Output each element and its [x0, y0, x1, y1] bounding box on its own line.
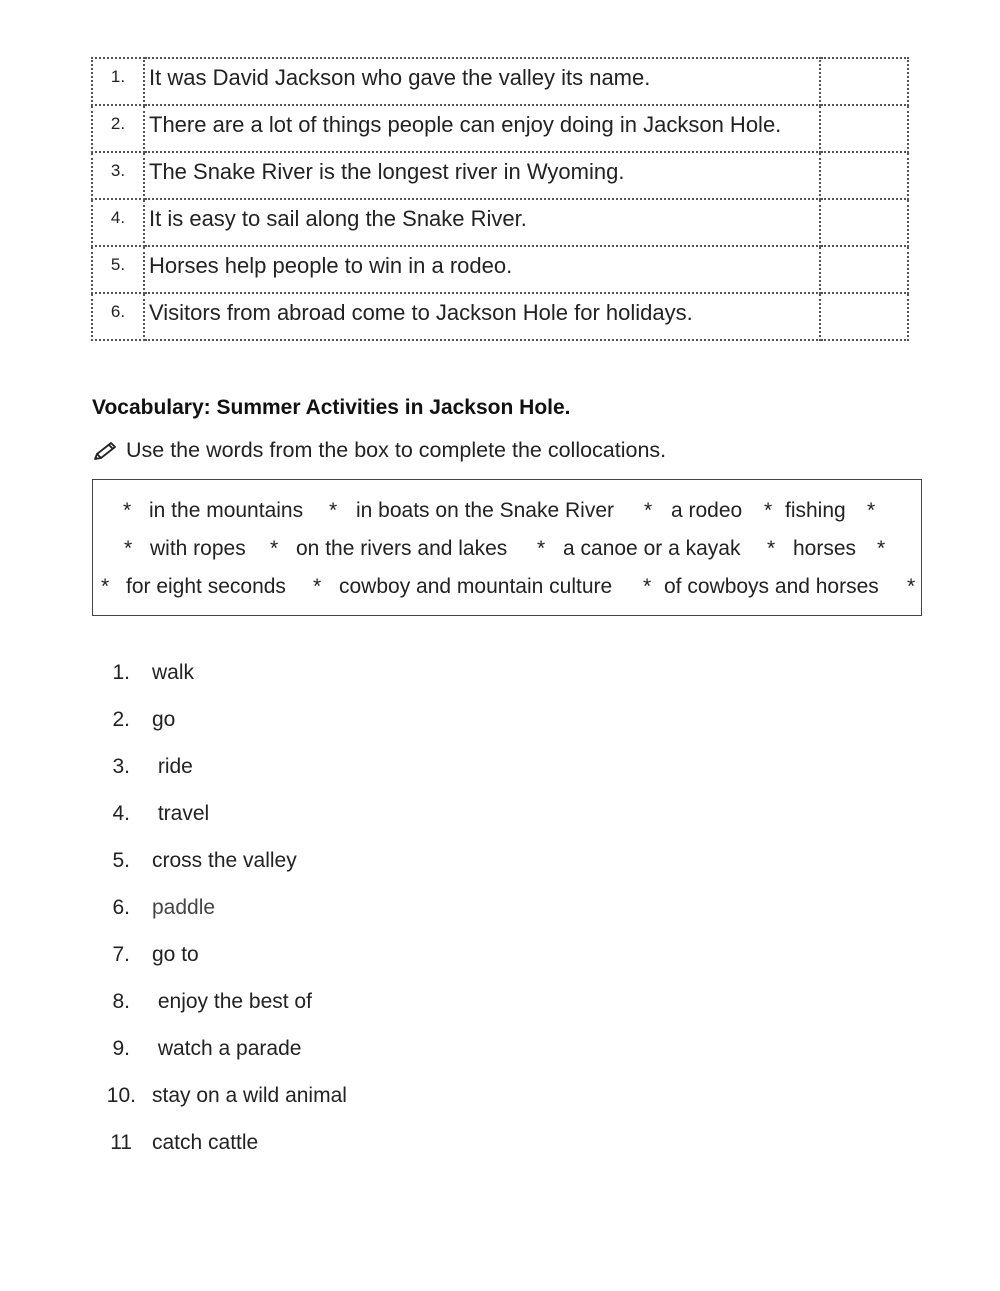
- true-false-table: [91, 57, 909, 341]
- separator: *: [643, 575, 652, 598]
- separator: *: [767, 537, 776, 560]
- answer-cell[interactable]: [820, 152, 908, 199]
- item-text: go: [152, 708, 176, 731]
- word-option[interactable]: a canoe or a kayak: [563, 537, 741, 560]
- word-option[interactable]: a rodeo: [671, 499, 743, 522]
- answer-cell[interactable]: [820, 293, 908, 340]
- table-row: [92, 105, 908, 152]
- item-number: 11: [110, 1131, 132, 1154]
- table-row: [92, 58, 908, 105]
- item-number: 4.: [112, 802, 130, 825]
- statement-number: 5.: [92, 246, 144, 293]
- separator: *: [123, 499, 132, 522]
- statement-text: Visitors from abroad come to Jackson Hole for holidays.: [144, 293, 820, 340]
- separator: *: [764, 499, 773, 522]
- item-text: catch cattle: [152, 1131, 259, 1154]
- statement-number: 3.: [92, 152, 144, 199]
- item-text: travel: [152, 802, 210, 825]
- item-text: paddle: [152, 896, 216, 919]
- item-number: 8.: [112, 990, 130, 1013]
- word-option[interactable]: in the mountains: [149, 499, 304, 522]
- table-row: [92, 246, 908, 293]
- item-text: walk: [152, 661, 195, 684]
- word-option[interactable]: on the rivers and lakes: [296, 537, 508, 560]
- separator: *: [101, 575, 110, 598]
- instruction: [92, 438, 666, 463]
- answer-cell[interactable]: [820, 58, 908, 105]
- statement-text: It is easy to sail along the Snake River.: [144, 199, 820, 246]
- separator: *: [644, 499, 653, 522]
- item-number: 6.: [112, 896, 130, 919]
- separator: *: [867, 499, 876, 522]
- item-text: cross the valley: [152, 849, 297, 872]
- item-number: 5.: [112, 849, 130, 872]
- word-option[interactable]: of cowboys and horses: [664, 575, 879, 598]
- item-text: ride: [152, 755, 193, 778]
- word-option[interactable]: in boats on the Snake River: [356, 499, 614, 522]
- table-row: [92, 199, 908, 246]
- word-option[interactable]: for eight seconds: [126, 575, 286, 598]
- item-text: watch a parade: [152, 1037, 302, 1060]
- statement-text: The Snake River is the longest river in Wyoming.: [144, 152, 820, 199]
- item-text: enjoy the best of: [152, 990, 312, 1013]
- table-row: [92, 293, 908, 340]
- answer-cell[interactable]: [820, 246, 908, 293]
- answer-cell[interactable]: [820, 199, 908, 246]
- instruction-text: Use the words from the box to complete the collocations.: [126, 438, 667, 462]
- item-number: 7.: [112, 943, 130, 966]
- separator: *: [329, 499, 338, 522]
- item-number: 3.: [112, 755, 130, 778]
- statement-text: It was David Jackson who gave the valley its name.: [144, 58, 820, 105]
- item-number: 1.: [112, 661, 130, 684]
- separator: *: [537, 537, 546, 560]
- item-number: 9.: [112, 1037, 130, 1060]
- word-option[interactable]: horses: [793, 537, 857, 560]
- pencil-icon: [92, 440, 118, 462]
- word-option[interactable]: fishing: [785, 499, 846, 522]
- statement-text: Horses help people to win in a rodeo.: [144, 246, 820, 293]
- statement-text: There are a lot of things people can enjoy doing in Jackson Hole.: [144, 105, 820, 152]
- vocabulary-title: Vocabulary: Summer Activities in Jackson Hole.: [92, 396, 571, 419]
- item-number: 10.: [106, 1084, 136, 1107]
- item-text: go to: [152, 943, 199, 966]
- separator: *: [270, 537, 279, 560]
- word-option[interactable]: with ropes: [150, 537, 246, 560]
- separator: *: [124, 537, 133, 560]
- statement-number: 1.: [92, 58, 144, 105]
- separator: *: [313, 575, 322, 598]
- separator: *: [877, 537, 886, 560]
- table-row: [92, 152, 908, 199]
- item-number: 2.: [112, 708, 130, 731]
- statement-number: 4.: [92, 199, 144, 246]
- word-box: [92, 479, 922, 616]
- word-option[interactable]: cowboy and mountain culture: [339, 575, 613, 598]
- statement-number: 2.: [92, 105, 144, 152]
- item-text: stay on a wild animal: [152, 1084, 347, 1107]
- statement-number: 6.: [92, 293, 144, 340]
- separator: *: [907, 575, 916, 598]
- answer-cell[interactable]: [820, 105, 908, 152]
